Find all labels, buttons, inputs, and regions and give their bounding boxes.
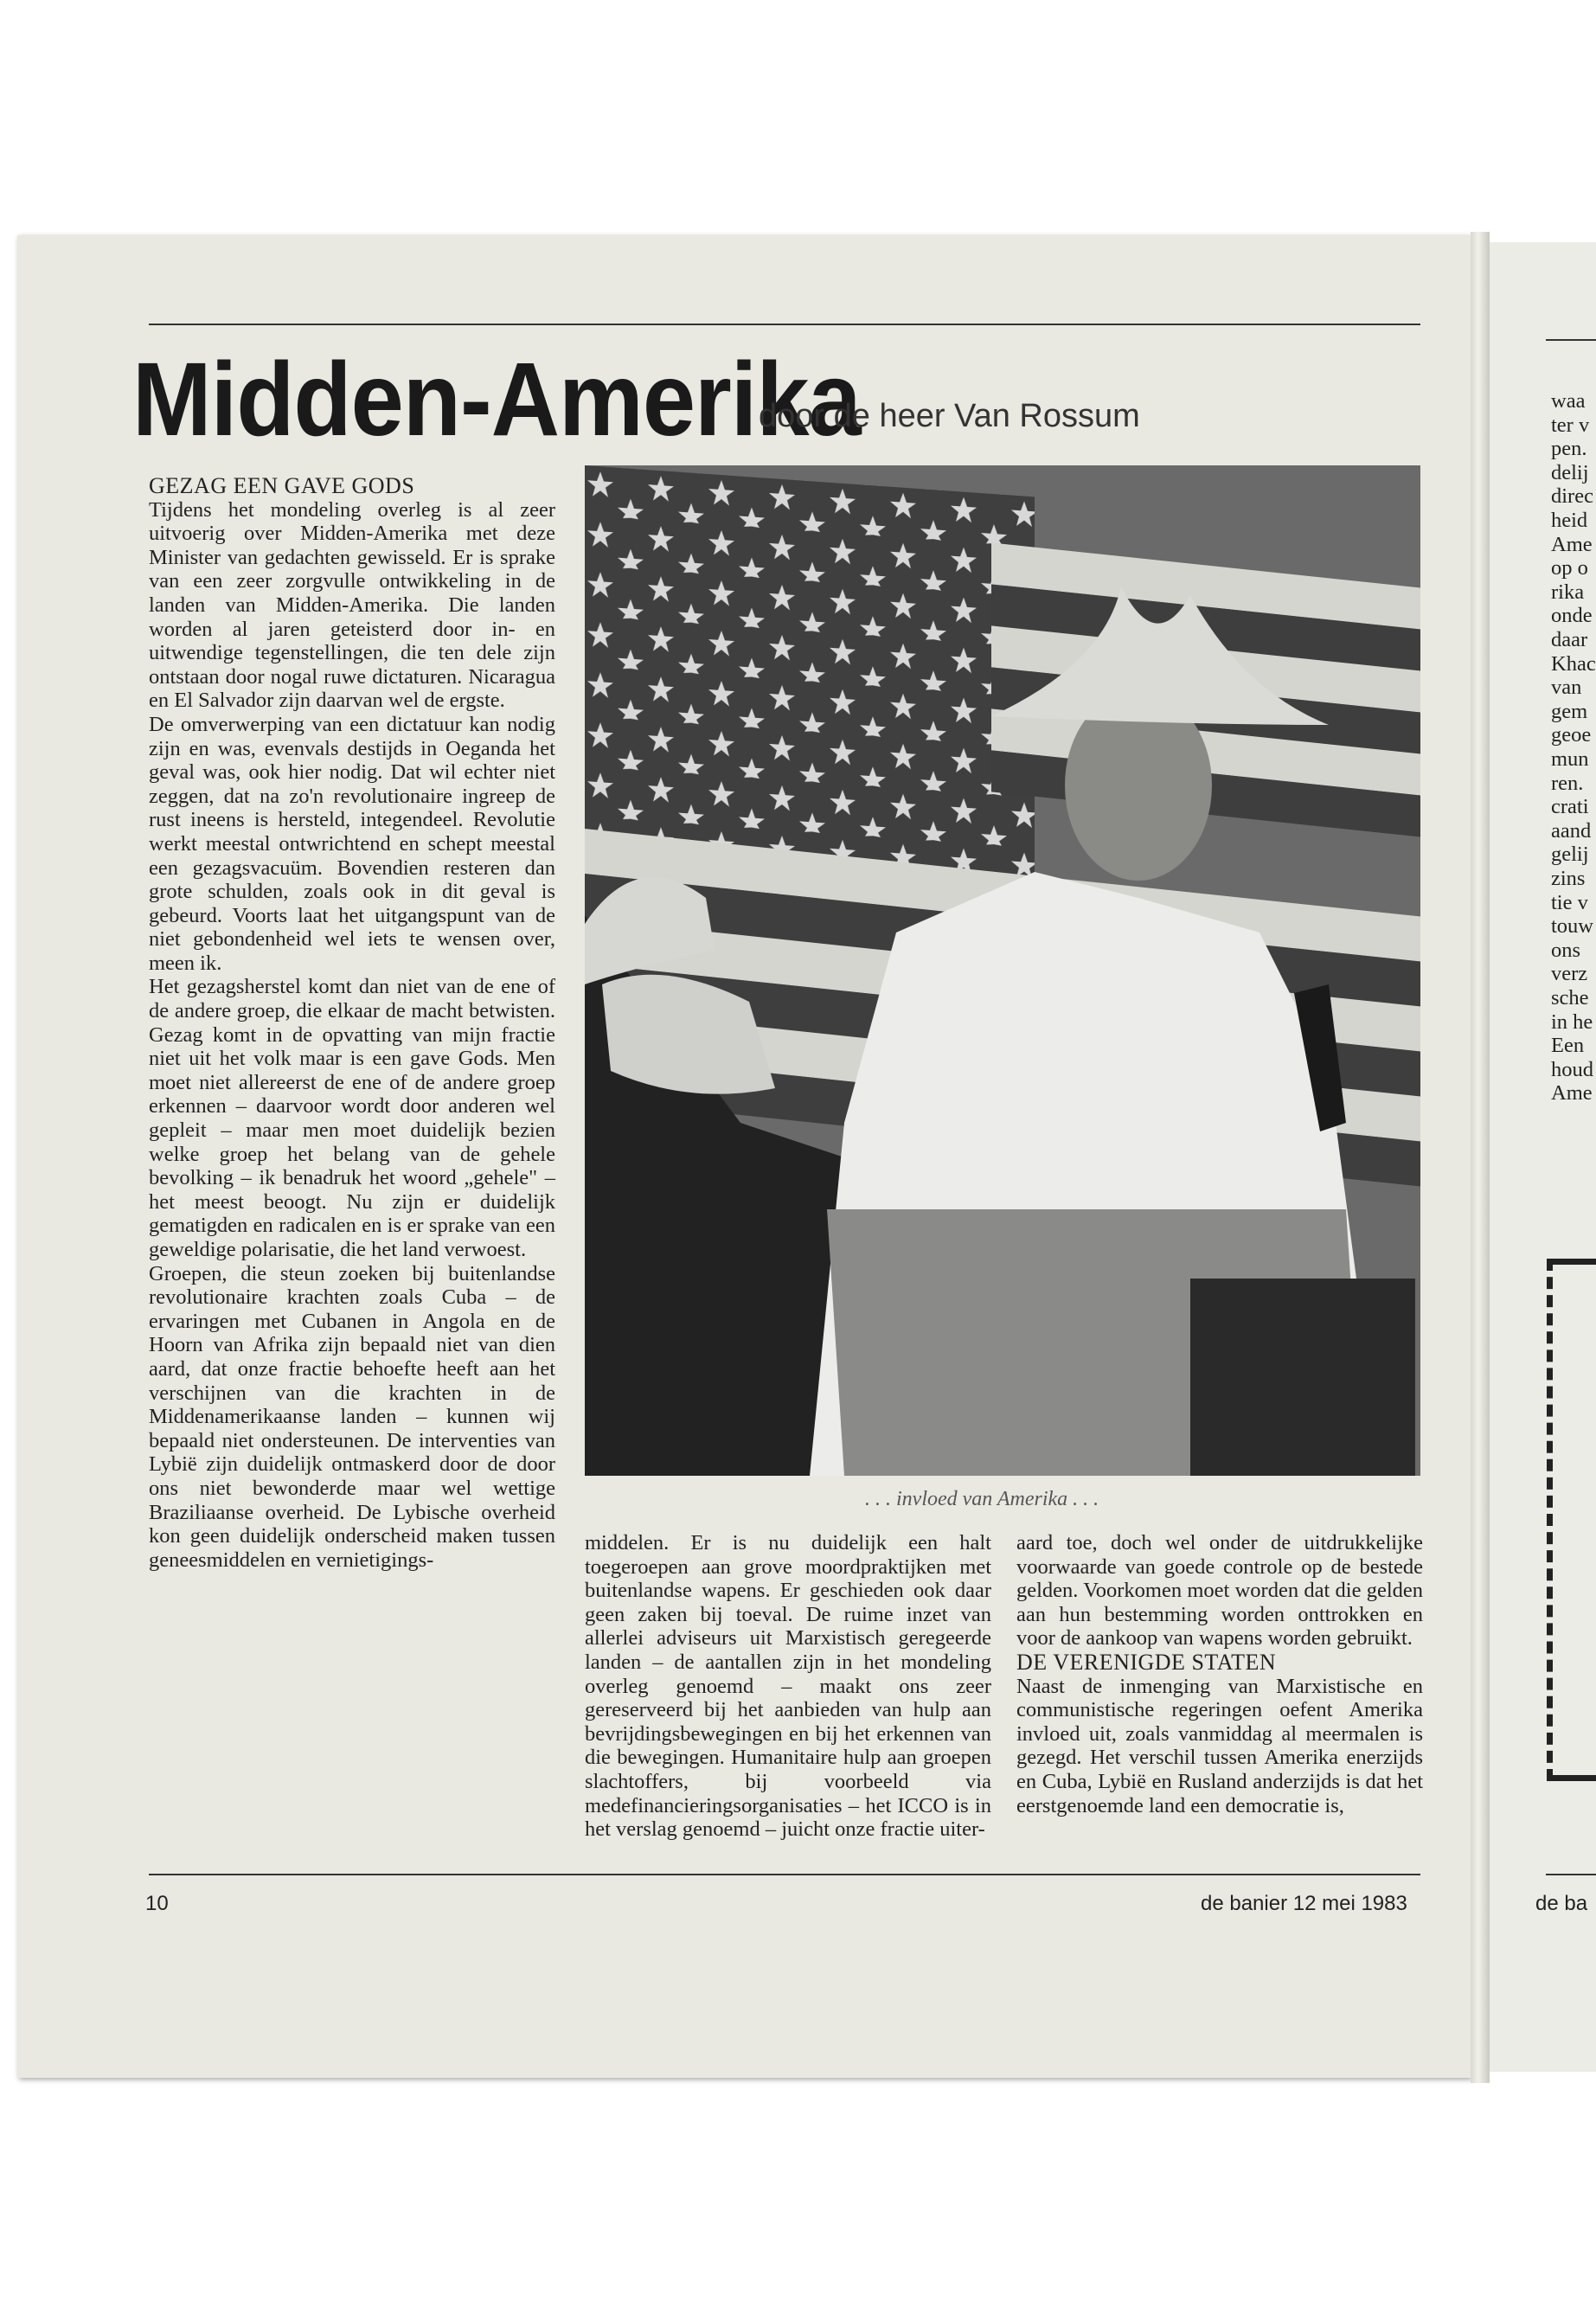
paragraph: Tijdens het mondeling overleg is al zeer uitvoerig over Midden-Amerika met deze Minister van gedachten gewisseld. Er is sprake van een zeer zorgvulle ontwikkeling in de landen van Midden-Amerika. Die landen worden al jaren geteisterd door in- en uitwendige tegenstellingen, die ten dele zijn ontstaan door nogal ruwe dictaturen. Nicaragua en El Salvador zijn daarvan wel de ergste.: [149, 497, 555, 713]
facing-page-fragment: gelij: [1551, 843, 1589, 867]
column-1: [149, 474, 555, 1572]
bottom-rule: [149, 1874, 1420, 1875]
facing-page-fragment: ren.: [1551, 771, 1584, 795]
column-3: [1016, 1531, 1423, 1817]
facing-page-fragment: waa: [1551, 389, 1586, 413]
facing-page-fragment: direc: [1551, 484, 1593, 509]
facing-page-fragment: ter v: [1551, 413, 1590, 437]
facing-page-fragment: touw: [1551, 914, 1593, 939]
facing-page-fragment: pen.: [1551, 437, 1587, 461]
paragraph: middelen. Er is nu duidelijk een halt toegeroepen aan grove moordpraktijken met buitenlandse wapens. Er geschieden ook daar geen zaken bij toeval. De ruime inzet van allerlei adviseurs uit Marxistisch geregeerde landen – de aantallen zijn in het mondeling overleg genoemd – maakt ons zeer gereserveerd bij het aanbieden van hulp aan bevrijdingsbewegingen en bij het erkennen van die bewegingen. Humanitaire hulp aan groepen slachtoffers, bij voorbeeld via medefinancieringsorganisaties – het ICCO is in het verslag genoemd – juicht onze fractie uiter-: [585, 1531, 991, 1842]
facing-page-fragment: zins: [1551, 867, 1586, 890]
facing-bottom-rule: [1546, 1874, 1596, 1875]
photo-caption: . . . invloed van Amerika . . .: [865, 1488, 1099, 1510]
facing-page-fragment: aand: [1551, 818, 1592, 843]
facing-footer: de ba: [1535, 1892, 1588, 1915]
facing-page-fragment: ons: [1551, 938, 1581, 962]
facing-page-fragment: daar: [1551, 628, 1588, 651]
facing-page-fragment: houd: [1551, 1057, 1593, 1081]
facing-page-fragment: Een: [1551, 1034, 1585, 1058]
facing-page-fragment: crati: [1551, 795, 1589, 819]
paragraph: Naast de inmenging van Marxistische en communistische regeringen oefent Amerika invloed uit, zoals vanmiddag al meermalen is gezegd. Het verschil tussen Amerika enerzijds en Cuba, Lybië en Rusland anderzijds is dat het eerstgenoemde land een democratie is,: [1016, 1674, 1423, 1817]
page-number: 10: [145, 1892, 169, 1915]
article-photo: [585, 465, 1420, 1476]
facing-page-fragment: onde: [1551, 604, 1593, 628]
facing-page-fragment: Ame: [1551, 532, 1593, 556]
facing-page-fragment: tie v: [1551, 890, 1588, 914]
photo-illustration: [585, 465, 1420, 1476]
paragraph: Groepen, die steun zoeken bij buitenlandse revolutionaire krachten zoals Cuba – de ervaringen met Cubanen in Angola en de Hoorn van Afrika zijn bepaald niet van dien aard, dat onze fractie behoefte heeft aan het verschijnen van die krachten in de Middenamerikaanse landen – kunnen wij bepaald niet ondersteunen. De interventies van Lybië zijn duidelijk ontmaskerd door de door ons niet bewonderde maar wel wettige Braziliaanse overheid. De Lybische overheid kon geen duidelijk onderscheid maken tussen geneesmiddelen en vernietigings-: [149, 1261, 555, 1572]
facing-page-fragment: in he: [1551, 1009, 1593, 1034]
section-heading: DE VERENIGDE STATEN: [1016, 1649, 1277, 1675]
section-heading: GEZAG EEN GAVE GODS: [149, 473, 415, 498]
facing-top-rule: [1546, 339, 1596, 341]
issue-info: de banier 12 mei 1983: [1201, 1892, 1407, 1915]
facing-page-fragment: verz: [1551, 962, 1588, 986]
facing-page-fragment: Khac: [1551, 651, 1596, 676]
facing-page-fragment: op o: [1551, 556, 1588, 580]
facing-page-fragment: delij: [1551, 460, 1589, 484]
article-title: Midden-Amerika: [132, 341, 861, 458]
facing-page-fragment: gem: [1551, 699, 1588, 723]
paragraph: De omverwerping van een dictatuur kan nodig zijn en was, evenvals destijds in Oeganda het geval was, ook hier nodig. Dat wil echter niet zeggen, dat na zo'n revolutionaire ingreep de rust ineens is hersteld, integendeel. Revolutie werkt meestal ontwrichtend en schept meestal een gezagsvacuüm. Bovendien resteren dan grote schulden, zoals ook in dit geval is gebeurd. Voorts laat het uitgangspunt van de niet gebondenheid wel iets te wensen over, meen ik.: [149, 712, 555, 975]
page-edge: [1471, 232, 1490, 2083]
facing-page-box: [1547, 1259, 1596, 1781]
facing-page-fragment: geoe: [1551, 723, 1592, 747]
facing-page-fragment: sche: [1551, 986, 1589, 1009]
column-2: [585, 1531, 991, 1842]
paragraph: Het gezagsherstel komt dan niet van de ene of de andere groep, die elkaar de macht betwisten. Gezag komt in de opvatting van mijn fractie niet uit het volk maar is een gave Gods. Men moet niet allereerst de ene of de andere groep erkennen – daarvoor wordt door anderen wel gepleit – maar men moet duidelijk bezien welke groep het belang van de gehele bevolking – ik benadruk het woord „gehele" – het meest beoogt. Nu zijn er duidelijk gematigden en radicalen en is er sprake van een geweldige polarisatie, die het land verwoest.: [149, 975, 555, 1261]
paragraph: aard toe, doch wel onder de uitdrukkelijke voorwaarde van goede controle op de bestede gelden. Voorkomen moet worden dat die gelden aan hun bestemming worden onttrokken en voor de aankoop van wapens worden gebruikt.: [1016, 1531, 1423, 1650]
article-byline: door de heer Van Rossum: [759, 398, 1140, 434]
facing-page-fragment: heid: [1551, 509, 1588, 532]
facing-page-fragment: mun: [1551, 747, 1589, 771]
facing-page-fragment: van: [1551, 676, 1582, 700]
facing-page-fragment: Ame: [1551, 1081, 1593, 1106]
top-rule: [149, 324, 1420, 325]
facing-page-fragment: rika: [1551, 580, 1585, 604]
